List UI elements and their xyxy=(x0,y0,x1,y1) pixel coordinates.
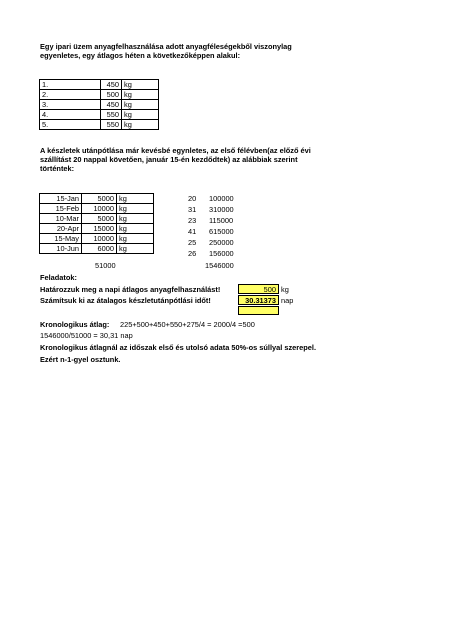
table-row xyxy=(40,214,154,224)
para2-line-1: A készletek utánpótlása már kevésbé egynletes, az első félévben(az előző évi xyxy=(40,146,311,155)
row-value: 550 xyxy=(101,120,122,130)
row-unit: kg xyxy=(122,120,159,130)
division-line: 1546000/51000 = 30,31 nap xyxy=(40,331,133,340)
tasks-heading: Feladatok: xyxy=(40,273,77,282)
task-1-text: Határozzuk meg a napi átlagos anyagfelhasználást! xyxy=(40,285,221,294)
supply-table xyxy=(39,193,154,254)
row-label: 2. xyxy=(40,90,101,100)
unit-cell: kg xyxy=(117,234,154,244)
unit-cell: kg xyxy=(117,204,154,214)
para2-line-3: történtek: xyxy=(40,164,75,173)
date-cell: 20-Apr xyxy=(40,224,82,234)
days-value: 31 xyxy=(188,205,197,214)
table-row xyxy=(40,80,159,90)
product-value: 615000 xyxy=(209,227,234,236)
note-line-4: Ezért n-1-gyel osztunk. xyxy=(40,355,121,364)
product-value: 100000 xyxy=(209,194,234,203)
total-product: 1546000 xyxy=(205,261,234,270)
qty-cell: 6000 xyxy=(82,244,117,254)
days-value: 25 xyxy=(188,238,197,247)
table-row xyxy=(40,234,154,244)
unit-cell: kg xyxy=(117,244,154,254)
weekly-usage-table xyxy=(39,79,159,130)
task-2-unit: nap xyxy=(281,296,294,305)
qty-cell: 10000 xyxy=(82,234,117,244)
row-unit: kg xyxy=(122,80,159,90)
table-row xyxy=(40,224,154,234)
date-cell: 15-May xyxy=(40,234,82,244)
row-unit: kg xyxy=(122,100,159,110)
date-cell: 15-Feb xyxy=(40,204,82,214)
table-row xyxy=(40,100,159,110)
table-row xyxy=(40,194,154,204)
empty-highlight-cell xyxy=(238,306,279,315)
row-label: 1. xyxy=(40,80,101,90)
unit-cell: kg xyxy=(117,214,154,224)
table-row xyxy=(40,204,154,214)
unit-cell: kg xyxy=(117,224,154,234)
task-2-text: Számítsuk ki az átalagos készletutánpótlási időt! xyxy=(40,296,211,305)
row-unit: kg xyxy=(122,90,159,100)
row-value: 500 xyxy=(101,90,122,100)
table-row xyxy=(40,90,159,100)
product-value: 156000 xyxy=(209,249,234,258)
row-label: 3. xyxy=(40,100,101,110)
note-line-3: Kronologikus átlagnál az időszak első és utolsó adata 50%-os súllyal szerepel. xyxy=(40,343,317,352)
days-value: 26 xyxy=(188,249,197,258)
qty-cell: 15000 xyxy=(82,224,117,234)
date-cell: 10-Mar xyxy=(40,214,82,224)
intro-line-2: egyenletes, egy átlagos héten a következőképpen alakul: xyxy=(40,51,241,60)
unit-cell: kg xyxy=(117,194,154,204)
chrono-label: Kronologikus átlag: xyxy=(40,320,110,329)
table-row xyxy=(40,244,154,254)
days-value: 20 xyxy=(188,194,197,203)
row-value: 550 xyxy=(101,110,122,120)
row-label: 4. xyxy=(40,110,101,120)
days-value: 41 xyxy=(188,227,197,236)
qty-cell: 5000 xyxy=(82,194,117,204)
product-value: 250000 xyxy=(209,238,234,247)
task-2-answer: 30.31373 xyxy=(238,295,279,305)
product-value: 115000 xyxy=(209,216,234,225)
date-cell: 15-Jan xyxy=(40,194,82,204)
product-value: 310000 xyxy=(209,205,234,214)
qty-cell: 5000 xyxy=(82,214,117,224)
table-row xyxy=(40,110,159,120)
days-value: 23 xyxy=(188,216,197,225)
task-1-unit: kg xyxy=(281,285,289,294)
task-1-answer: 500 xyxy=(238,284,279,294)
row-unit: kg xyxy=(122,110,159,120)
total-qty: 51000 xyxy=(95,261,116,270)
row-value: 450 xyxy=(101,100,122,110)
date-cell: 10-Jun xyxy=(40,244,82,254)
row-label: 5. xyxy=(40,120,101,130)
para2-line-2: szállítást 20 nappal követően, január 15-én kezdődtek) az alábbiak szerint xyxy=(40,155,298,164)
chrono-formula: 225+500+450+550+275/4 = 2000/4 =500 xyxy=(120,320,255,329)
qty-cell: 10000 xyxy=(82,204,117,214)
intro-line-1: Egy ipari üzem anyagfelhasználása adott anyagféleségekből viszonylag xyxy=(40,42,292,51)
row-value: 450 xyxy=(101,80,122,90)
table-row xyxy=(40,120,159,130)
